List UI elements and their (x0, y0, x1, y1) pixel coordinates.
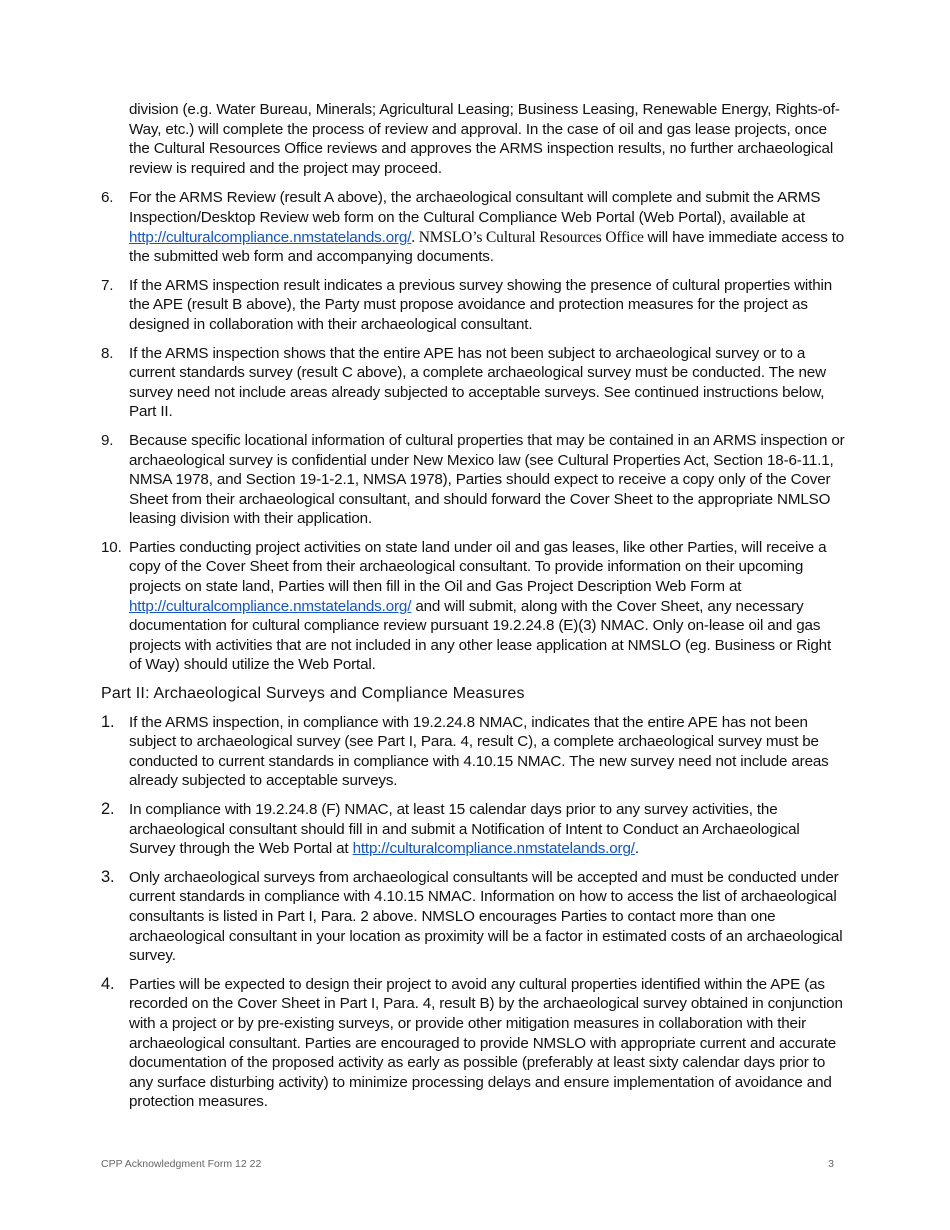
page-footer (101, 1158, 834, 1170)
list-item: 4. Parties will be expected to design their project to avoid any cultural properties identified within the APE (as recorded on the Cover Sheet in Part I, Para. 4, result B) by the archaeological survey obtained in conjunction with a project or by pre-existing surveys, or provide other mitigation measures in collaboration with their archaeological consultant. Parties are encouraged to provide NMSLO with appropriate current and accurate documentation of the proposed activity as early as possible (preferably at least sixty calendar days prior to any surface disturbing activity) to minimize processing delays and ensure implementation of avoidance and protection measures. (101, 974, 843, 1111)
part2-list (101, 713, 846, 1112)
web-portal-link[interactable]: http://culturalcompliance.nmstatelands.org/ (352, 840, 635, 858)
intro-continuation: division (e.g. Water Bureau, Minerals; Agricultural Leasing; Business Leasing, Renewable Energy, Rights-of-Way, etc.) will complete the process of review and approval. In the case of oil and gas lease projects, once the Cultural Resources Office reviews and approves the ARMS inspection results, no further archaeological review is required and the project may proceed. (129, 101, 840, 177)
list-item: 10. Parties conducting project activities on state land under oil and gas leases, like other Parties, will receive a copy of the Cover Sheet from their archaeological consultant. To provide information on their upcoming projects on state land, Parties will then fill in the Oil and Gas Project Description Web Form at http://culturalcompliance.nmstatelands.org/ and will submit, along with the Cover Sheet, any necessary documentation for cultural compliance review pursuant 19.2.24.8 (E)(3) NMAC. Only on-lease oil and gas projects with activities that are not included in any other lease application at NMSLO (eg. Business or Right of Way) should utilize the Web Portal. (101, 538, 832, 674)
item-number: 10. (101, 538, 122, 556)
item-number: 9. (101, 431, 114, 449)
page-number: 3 (828, 1158, 834, 1170)
item-number: 6. (101, 189, 114, 207)
document-body (101, 100, 846, 1121)
list-item: 3. Only archaeological surveys from archaeological consultants will be accepted and must be conducted under current standards in compliance with 4.10.15 NMAC. Information on how to access the list of archaeological consultants is listed in Part I, Para. 2 above. NMSLO encourages Parties to contact more than one archaeological consultant in your location as proximity will be a factor in estimated costs of an archaeological survey. (101, 867, 843, 965)
item-number: 4. (101, 974, 115, 993)
list-item: 1. If the ARMS inspection, in compliance with 19.2.24.8 NMAC, indicates that the entire APE has not been subject to archaeological survey (see Part I, Para. 4, result C), a complete archaeological survey must be conducted to current standards in compliance with 4.10.15 NMAC. The new survey need not include areas already subjected to acceptable surveys. (101, 712, 829, 790)
web-portal-link[interactable]: http://culturalcompliance.nmstatelands.org/ (129, 597, 412, 615)
part1-list (101, 188, 846, 675)
list-item: 6. For the ARMS Review (result A above), the archaeological consultant will complete and submit the ARMS Inspection/Desktop Review web form on the Cultural Compliance Web Portal (Web Portal), available at http://culturalcompliance.nmstatelands.org/. NMSLO’s Cultural Resources Office will have immediate access to the submitted web form and accompanying documents. (101, 189, 845, 266)
item-number: 1. (101, 712, 115, 731)
list-item: 2. In compliance with 19.2.24.8 (F) NMAC, at least 15 calendar days prior to any survey activities, the archaeological consultant should fill in and submit a Notification of Intent to Conduct an Archaeological Survey through the Web Portal at http://culturalcompliance.nmstatelands.org/. (101, 800, 800, 858)
item-number: 3. (101, 867, 115, 886)
part2-heading: Part II: Archaeological Surveys and Compliance Measures (101, 685, 525, 703)
web-portal-link[interactable]: http://culturalcompliance.nmstatelands.org/ (129, 228, 412, 246)
item-number: 8. (101, 344, 114, 362)
item-number: 2. (101, 800, 115, 818)
list-item: 7. If the ARMS inspection result indicates a previous survey showing the presence of cultural properties within the APE (result B above), the Party must propose avoidance and protection measures for the project as designed in collaboration with their archaeological consultant. (101, 276, 833, 333)
list-item: 9. Because specific locational information of cultural properties that may be contained in an ARMS inspection or archaeological survey is confidential under New Mexico law (see Cultural Properties Act, Section 18-6-11.1, NMSA 1978, and Section 19-1-2.1, NMSA 1978), Parties should expect to receive a copy only of the Cover Sheet from their archaeological consultant, and should forward the Cover Sheet to the appropriate NMLSO leasing division with their application. (101, 431, 845, 528)
footer-form-name: CPP Acknowledgment Form 12 22 (101, 1158, 262, 1170)
item-number: 7. (101, 276, 114, 294)
list-item: 8. If the ARMS inspection shows that the entire APE has not been subject to archaeological survey or to a current standards survey (result C above), a complete archaeological survey must be conducted. The new survey need not include areas already subjected to acceptable surveys. See continued instructions below, Part II. (101, 344, 826, 421)
